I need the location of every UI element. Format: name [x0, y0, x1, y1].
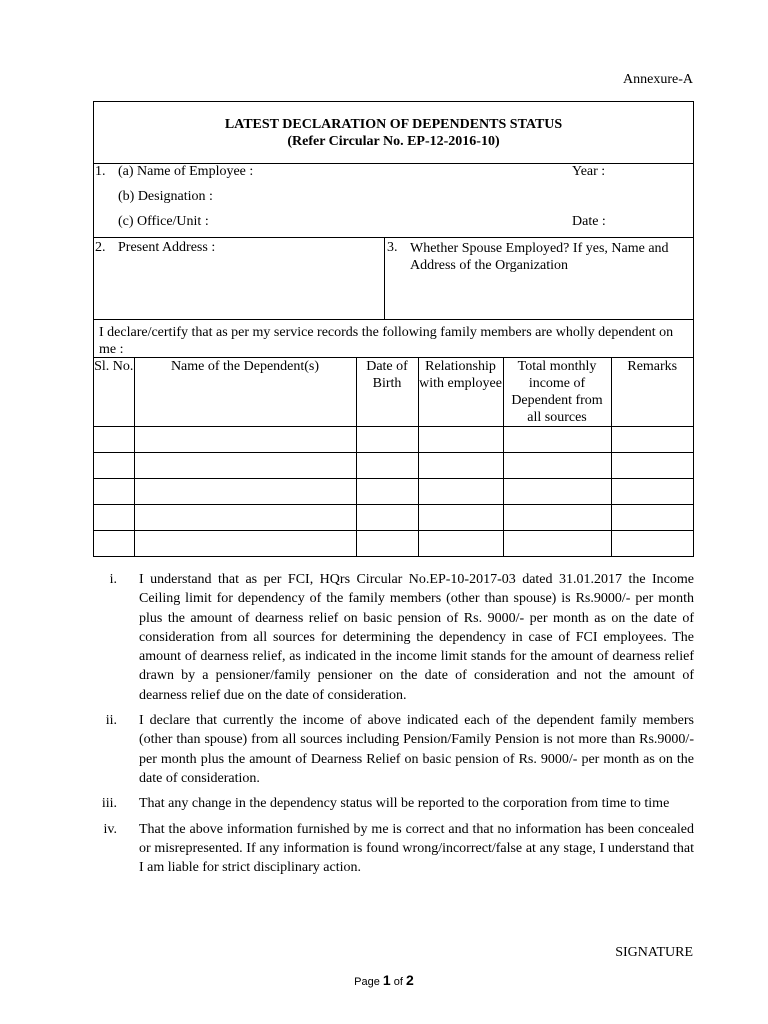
table-cell[interactable] — [418, 427, 503, 453]
table-cell[interactable] — [94, 453, 134, 479]
present-address-cell — [94, 238, 385, 319]
table-row — [94, 453, 693, 479]
table-cell[interactable] — [134, 531, 356, 557]
list-item-number: i. — [109, 572, 117, 587]
dependents-table — [94, 357, 693, 556]
page-footer — [0, 972, 768, 988]
list-item-text: That the above information furnished by me is correct and that no information has been concealed or misrepresented. If any information is found wrong/incorrect/false at any stage, I understand that I am liable for strict disciplinary action. — [139, 821, 694, 876]
table-cell[interactable] — [94, 479, 134, 505]
list-item-number: ii. — [105, 713, 117, 729]
footer-page-word: Page — [354, 976, 380, 988]
list-item-text: I declare that currently the income of above indicated each of the dependent family members (other than spouse) from all sources including Pension/Family Pension is not more than Rs.9000/- per month plus the amount of Dearness Relief on basic pension of Rs. 9000/- per month as on the date of consideration. — [139, 713, 694, 786]
form-subtitle: (Refer Circular No. EP-12-2016-10) — [287, 134, 500, 149]
footer-current-page: 1 — [382, 972, 391, 988]
table-row — [94, 427, 693, 453]
table-cell[interactable] — [134, 453, 356, 479]
table-cell[interactable] — [503, 505, 611, 531]
list-item — [100, 570, 694, 705]
table-cell[interactable] — [611, 531, 693, 557]
list-item-number: iv. — [103, 821, 117, 837]
table-cell[interactable] — [94, 427, 134, 453]
employee-name-label: (a) Name of Employee : — [118, 164, 254, 179]
table-cell[interactable] — [356, 531, 418, 557]
table-row — [94, 505, 693, 531]
table-cell[interactable] — [356, 505, 418, 531]
spouse-employed-label: Whether Spouse Employed? If yes, Name and Address of the Organization — [410, 241, 669, 273]
col-header-remarks: Remarks — [611, 358, 693, 427]
list-item — [100, 820, 694, 878]
annexure-label: Annexure-A — [623, 72, 693, 87]
footer-total-pages: 2 — [406, 972, 414, 988]
address-spouse-section — [94, 238, 693, 320]
section-1-number: 1. — [95, 164, 106, 179]
col-header-dependent-name: Name of the Dependent(s) — [134, 358, 356, 427]
table-cell[interactable] — [611, 505, 693, 531]
col-header-relationship: Relationship with employee — [418, 358, 503, 427]
designation-label: (b) Designation : — [118, 189, 213, 204]
table-cell[interactable] — [418, 479, 503, 505]
signature-label: SIGNATURE — [615, 945, 693, 960]
date-label: Date : — [572, 214, 606, 229]
footer-of-word: of — [393, 976, 403, 988]
table-cell[interactable] — [356, 453, 418, 479]
table-cell[interactable] — [356, 427, 418, 453]
section-3-number: 3. — [387, 240, 398, 255]
table-cell[interactable] — [503, 531, 611, 557]
table-cell[interactable] — [356, 479, 418, 505]
table-cell[interactable] — [503, 479, 611, 505]
table-cell[interactable] — [503, 453, 611, 479]
table-cell[interactable] — [134, 479, 356, 505]
section-2-number: 2. — [95, 240, 106, 255]
year-label: Year : — [572, 164, 606, 179]
table-cell[interactable] — [418, 505, 503, 531]
table-cell[interactable] — [503, 427, 611, 453]
table-cell[interactable] — [611, 453, 693, 479]
office-unit-label: (c) Office/Unit : — [118, 214, 209, 229]
list-item-number: iii. — [101, 796, 117, 812]
table-cell[interactable] — [134, 505, 356, 531]
table-cell[interactable] — [94, 531, 134, 557]
table-row — [94, 479, 693, 505]
list-item — [100, 711, 694, 788]
table-cell[interactable] — [134, 427, 356, 453]
employee-details-section — [94, 164, 693, 238]
list-item-text: That any change in the dependency status will be reported to the corporation from time to time — [139, 796, 670, 812]
table-cell[interactable] — [611, 479, 693, 505]
col-header-date-of-birth: Date of Birth — [356, 358, 418, 427]
table-cell[interactable] — [418, 453, 503, 479]
declaration-statement: I declare/certify that as per my service records the following family members are wholly dependent on me : — [99, 325, 674, 357]
table-header-row — [94, 358, 693, 427]
present-address-label: Present Address : — [118, 240, 216, 255]
table-cell[interactable] — [611, 427, 693, 453]
declaration-items-list — [100, 570, 694, 883]
list-item — [100, 794, 694, 813]
table-cell[interactable] — [418, 531, 503, 557]
list-item-text: I understand that as per FCI, HQrs Circular No.EP-10-2017-03 dated 31.01.2017 the Income Ceiling limit for dependency of the family members (other than spouse) is Rs.9000/- per month plus the amount of dearness relief on basic pension of Rs. 9000/- per month as on the date of consideration from all sources for determining the dependency in case of FCI employees. The amount of dearness relief, as indicated in the income limit stands for the amount of dearness relief drawn by a pensioner/family pensioner on the date of consideration and not the amount of dearness relief due on the date of consideration. — [139, 572, 694, 703]
form-title-block — [94, 102, 693, 164]
declaration-form — [93, 101, 694, 557]
col-header-monthly-income: Total monthly income of Dependent from all sources — [503, 358, 611, 427]
table-cell[interactable] — [94, 505, 134, 531]
form-title: LATEST DECLARATION OF DEPENDENTS STATUS — [224, 117, 563, 132]
col-header-sl-no: Sl. No. — [94, 358, 134, 427]
table-row — [94, 531, 693, 557]
